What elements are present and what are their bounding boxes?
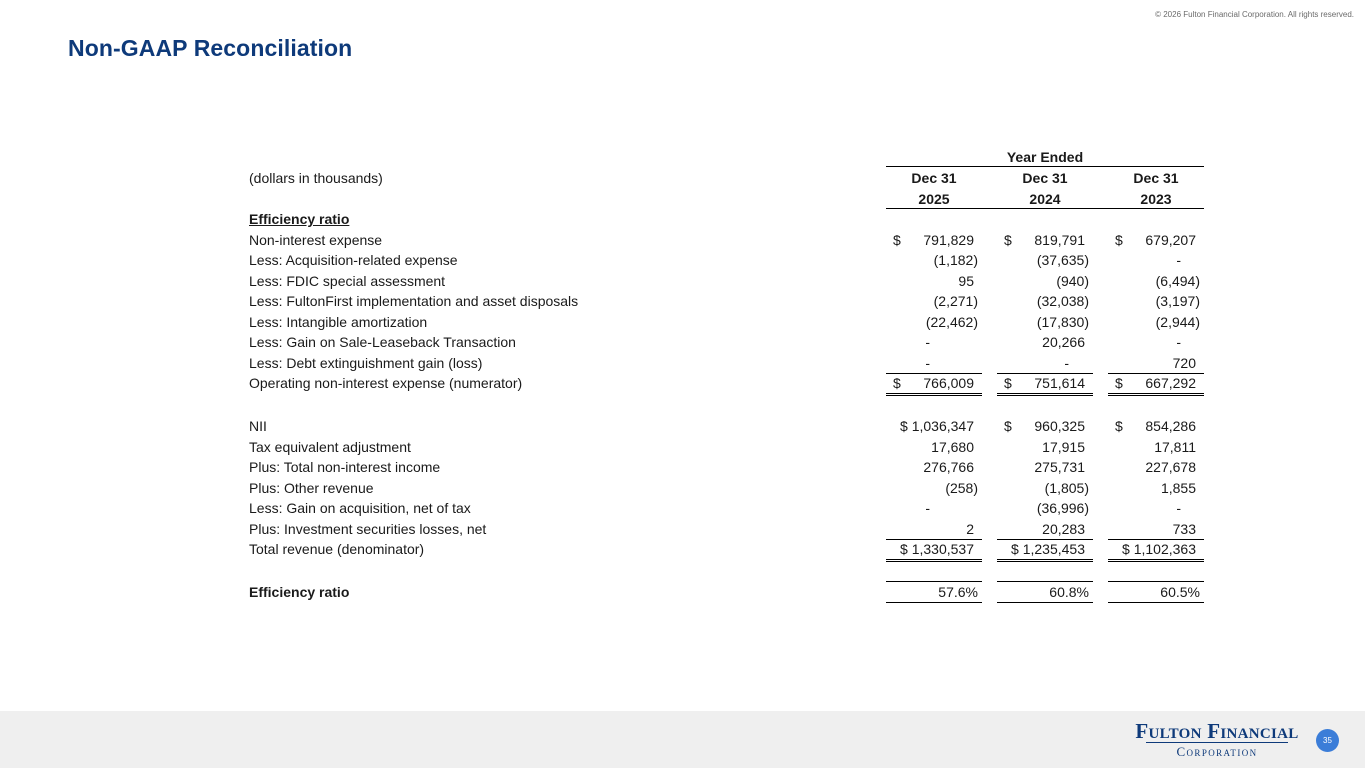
cell-value: (32,038)	[1036, 293, 1089, 309]
subtotal-rule	[997, 373, 1093, 374]
table-row	[0, 314, 1365, 334]
ratio-rule	[886, 581, 982, 582]
cell-value: 791,829	[923, 232, 974, 248]
cell-value: (940)	[1056, 273, 1089, 289]
row-label: Less: Gain on acquisition, net of tax	[249, 500, 471, 516]
cell-value: (36,996)	[1036, 500, 1089, 516]
column-header-year: 2025	[918, 191, 950, 207]
table-row	[0, 293, 1365, 313]
table-row	[0, 480, 1365, 500]
column-header-line1: Dec 31	[1133, 170, 1179, 186]
row-label: Efficiency ratio	[249, 584, 350, 600]
header-rule	[886, 208, 1204, 209]
table-row	[0, 541, 1365, 561]
row-label: Total revenue (denominator)	[249, 541, 425, 557]
cell-value: (258)	[945, 480, 978, 496]
logo-line1: Fulton Financial	[1135, 719, 1299, 743]
currency-symbol: $	[1004, 375, 1012, 391]
cell-value: 751,614	[1034, 375, 1085, 391]
row-label: Plus: Total non-interest income	[249, 459, 441, 475]
table-row	[0, 355, 1365, 375]
cell-value: 667,292	[1145, 375, 1196, 391]
currency-symbol: $	[1115, 232, 1123, 248]
row-label: Plus: Other revenue	[249, 480, 374, 496]
currency-symbol: $	[1004, 418, 1012, 434]
table-row	[0, 439, 1365, 459]
cell-value: $ 1,330,537	[900, 541, 974, 557]
cell-value: -	[925, 355, 930, 371]
cell-value: 819,791	[1034, 232, 1085, 248]
currency-symbol: $	[1115, 375, 1123, 391]
cell-value: 766,009	[923, 375, 974, 391]
row-label: Plus: Investment securities losses, net	[249, 521, 487, 537]
cell-value: 720	[1172, 355, 1196, 371]
cell-value: (1,182)	[933, 252, 978, 268]
row-label: Non-interest expense	[249, 232, 383, 248]
table-row	[0, 252, 1365, 272]
cell-value: -	[1064, 355, 1069, 371]
cell-value: 17,811	[1154, 439, 1196, 455]
total-double-rule	[997, 393, 1093, 396]
table-row	[0, 334, 1365, 354]
cell-value: $ 1,102,363	[1122, 541, 1196, 557]
currency-symbol: $	[893, 375, 901, 391]
cell-value: -	[1176, 334, 1181, 350]
page-title: Non-GAAP Reconciliation	[68, 35, 353, 61]
cell-value: 2	[966, 521, 974, 537]
cell-value: 276,766	[923, 459, 974, 475]
table-row	[0, 521, 1365, 541]
cell-value: 95	[958, 273, 974, 289]
units-label: (dollars in thousands)	[249, 170, 383, 186]
cell-value: (37,635)	[1036, 252, 1089, 268]
logo-line2: Corporation	[1146, 742, 1288, 760]
cell-value: 57.6%	[938, 584, 978, 600]
ratio-rule	[886, 602, 982, 603]
row-label: Efficiency ratio	[249, 211, 350, 227]
cell-value: -	[1176, 500, 1181, 516]
row-label: Less: Debt extinguishment gain (loss)	[249, 355, 483, 371]
cell-value: (17,830)	[1036, 314, 1089, 330]
company-logo	[1134, 720, 1300, 762]
table-row	[0, 500, 1365, 520]
table-row	[0, 418, 1365, 438]
ratio-rule	[997, 602, 1093, 603]
column-header-year: 2023	[1140, 191, 1172, 207]
page-number-badge: 35	[1316, 729, 1339, 752]
cell-value: (1,805)	[1044, 480, 1089, 496]
cell-value: -	[1176, 252, 1181, 268]
column-header-line1: Dec 31	[911, 170, 957, 186]
cell-value: 1,855	[1160, 480, 1196, 496]
cell-value: 17,680	[931, 439, 974, 455]
table-row	[0, 232, 1365, 252]
table-row	[0, 211, 1365, 231]
currency-symbol: $	[1115, 418, 1123, 434]
ratio-rule	[997, 581, 1093, 582]
subtotal-rule	[886, 539, 982, 540]
cell-value: (2,944)	[1155, 314, 1200, 330]
row-label: Less: Intangible amortization	[249, 314, 428, 330]
cell-value: $ 1,235,453	[1011, 541, 1085, 557]
copyright-notice: © 2026 Fulton Financial Corporation. All rights reserved.	[1155, 10, 1354, 19]
row-label: Less: FultonFirst implementation and asset disposals	[249, 293, 579, 309]
table-row	[0, 584, 1365, 604]
cell-value: 20,266	[1042, 334, 1085, 350]
total-double-rule	[997, 559, 1093, 562]
total-double-rule	[1108, 559, 1204, 562]
row-label: NII	[249, 418, 267, 434]
period-header: Year Ended	[886, 149, 1204, 167]
cell-value: 679,207	[1145, 232, 1196, 248]
ratio-rule	[1108, 581, 1204, 582]
row-label: Tax equivalent adjustment	[249, 439, 411, 455]
cell-value: (2,271)	[933, 293, 978, 309]
cell-value: 20,283	[1042, 521, 1085, 537]
cell-value: (3,197)	[1155, 293, 1200, 309]
cell-value: 227,678	[1145, 459, 1196, 475]
cell-value: 17,915	[1042, 439, 1085, 455]
cell-value: $ 1,036,347	[900, 418, 974, 434]
cell-value: 60.8%	[1049, 584, 1089, 600]
currency-symbol: $	[1004, 232, 1012, 248]
cell-value: 60.5%	[1160, 584, 1200, 600]
subtotal-rule	[997, 539, 1093, 540]
cell-value: -	[925, 334, 930, 350]
table-row	[0, 375, 1365, 395]
row-label: Less: FDIC special assessment	[249, 273, 446, 289]
column-header-line1: Dec 31	[1022, 170, 1068, 186]
cell-value: (6,494)	[1155, 273, 1200, 289]
cell-value: -	[925, 500, 930, 516]
total-double-rule	[886, 559, 982, 562]
row-label: Less: Acquisition-related expense	[249, 252, 458, 268]
cell-value: 960,325	[1034, 418, 1085, 434]
cell-value: 854,286	[1145, 418, 1196, 434]
subtotal-rule	[886, 373, 982, 374]
table-row	[0, 459, 1365, 479]
cell-value: 275,731	[1034, 459, 1085, 475]
table-row	[0, 273, 1365, 293]
total-double-rule	[886, 393, 982, 396]
row-label: Less: Gain on Sale-Leaseback Transaction	[249, 334, 516, 350]
row-label: Operating non-interest expense (numerator)	[249, 375, 523, 391]
currency-symbol: $	[893, 232, 901, 248]
total-double-rule	[1108, 393, 1204, 396]
subtotal-rule	[1108, 373, 1204, 374]
cell-value: 733	[1172, 521, 1196, 537]
column-header-year: 2024	[1029, 191, 1061, 207]
cell-value: (22,462)	[925, 314, 978, 330]
ratio-rule	[1108, 602, 1204, 603]
subtotal-rule	[1108, 539, 1204, 540]
